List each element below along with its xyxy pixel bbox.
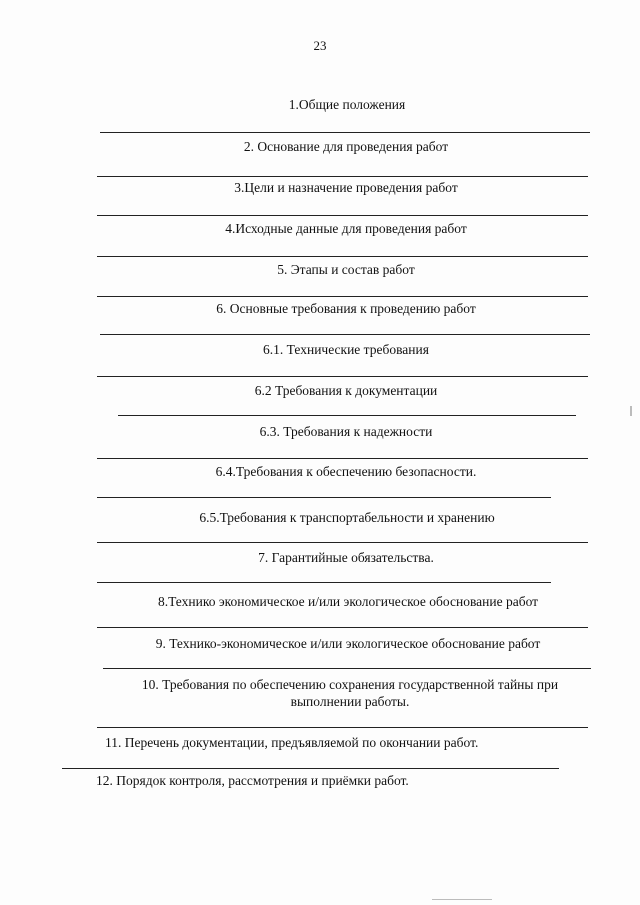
underline-6-3 [97, 458, 588, 459]
section-heading-2: 2. Основание для проведения работ [243, 139, 449, 154]
underline-11 [62, 768, 559, 769]
section-heading-11: 11. Перечень документации, предъявляемой по окончании работ. [105, 735, 479, 750]
section-heading-12: 12. Порядок контроля, рассмотрения и приёмки работ. [96, 773, 409, 788]
underline-3 [97, 215, 588, 216]
scan-artifact [630, 406, 632, 416]
underline-2 [97, 176, 588, 177]
page-number: 23 [313, 38, 327, 53]
underline-6 [100, 334, 590, 335]
underline-6-2 [118, 415, 576, 416]
underline-6-1 [97, 376, 588, 377]
section-heading-5: 5. Этапы и состав работ [277, 262, 415, 277]
underline-7 [97, 582, 551, 583]
section-heading-8: 8.Технико экономическое и/или экологическое обоснование работ [157, 594, 539, 609]
underline-4 [97, 256, 588, 257]
section-heading-4: 4.Исходные данные для проведения работ [225, 221, 467, 236]
underline-8 [97, 627, 588, 628]
section-heading-6-2: 6.2 Требования к документации [254, 383, 438, 398]
scan-artifact [432, 899, 492, 900]
section-heading-6-5: 6.5.Требования к транспортабельности и хранению [199, 510, 495, 525]
underline-1 [100, 132, 590, 133]
underline-10 [97, 727, 588, 728]
underline-6-4 [97, 497, 551, 498]
underline-6-5 [97, 542, 588, 543]
section-heading-6-4: 6.4.Требования к обеспечению безопасности. [215, 464, 477, 479]
section-heading-9: 9. Технико-экономическое и/или экологическое обоснование работ [155, 636, 541, 651]
section-heading-10: 10. Требования по обеспечению сохранения государственной тайны при выполнении работы. [141, 677, 559, 709]
section-heading-6-3: 6.3. Требования к надежности [259, 424, 433, 439]
section-heading-6: 6. Основные требования к проведению работ [216, 301, 476, 316]
underline-5 [97, 296, 588, 297]
section-heading-1: 1.Общие положения [288, 97, 406, 112]
section-heading-3: 3.Цели и назначение проведения работ [234, 180, 458, 195]
section-heading-6-1: 6.1. Технические требования [263, 342, 429, 357]
underline-9 [103, 668, 591, 669]
section-heading-7: 7. Гарантийные обязательства. [258, 550, 434, 565]
